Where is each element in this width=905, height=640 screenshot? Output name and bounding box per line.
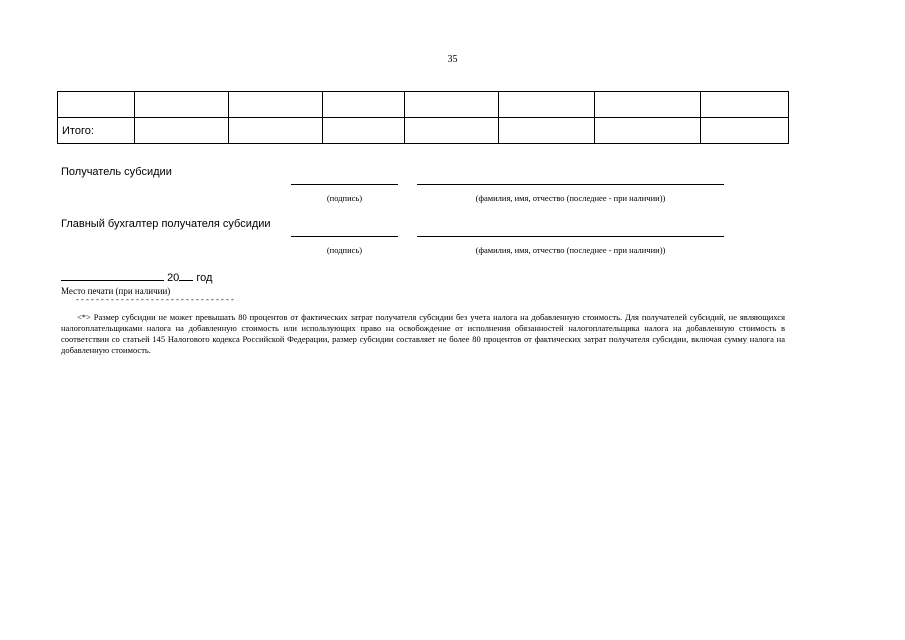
table-cell bbox=[701, 118, 789, 144]
table-cell bbox=[229, 118, 323, 144]
table-cell bbox=[135, 92, 229, 118]
table-cell bbox=[135, 118, 229, 144]
recipient-name-line bbox=[417, 184, 724, 185]
accountant-signature-caption: (подпись) bbox=[326, 245, 363, 255]
date-line bbox=[61, 270, 212, 284]
date-day-month-blank bbox=[61, 270, 164, 281]
footnote: <*> Размер субсидии не может превышать 80 процентов от фактических затрат получателя субсидии без учета налога на добавленную стоимость. Для получателей субсидий, не являющихся налогоплательщиками налога на добавленную стоимость или использующих право на освобождение от исполнения обязанностей налогоплательщика налога на добавленную стоимость в соответствии со статьей 145 Налогового кодекса Российской Федерации, размер субсидии составляет не более 80 процентов от фактических затрат получателя субсидии, включая сумму налога на добавленную стоимость. bbox=[61, 312, 785, 355]
stamp-place: Место печати (при наличии) bbox=[61, 286, 171, 296]
total-label-cell: Итого: bbox=[58, 118, 135, 144]
accountant-label: Главный бухгалтер получателя субсидии bbox=[61, 218, 271, 230]
date-year-suffix: год bbox=[196, 272, 213, 284]
recipient-label: Получатель субсидии bbox=[61, 166, 172, 178]
table-row bbox=[58, 92, 789, 118]
recipient-signature-caption: (подпись) bbox=[326, 193, 363, 203]
footnote-separator: -------------------------------- bbox=[75, 296, 236, 305]
recipient-signature-line bbox=[291, 184, 398, 185]
date-year-prefix: 20 bbox=[167, 272, 180, 284]
accountant-signature-line bbox=[291, 236, 398, 237]
table-cell bbox=[405, 92, 499, 118]
page-number: 35 bbox=[447, 54, 458, 65]
accountant-name-line bbox=[417, 236, 724, 237]
date-year-blank bbox=[179, 270, 193, 281]
recipient-name-caption: (фамилия, имя, отчество (последнее - при наличии)) bbox=[475, 193, 666, 203]
table-cell bbox=[323, 118, 405, 144]
table-row-total bbox=[58, 118, 789, 144]
table-cell bbox=[229, 92, 323, 118]
table-cell bbox=[323, 92, 405, 118]
table-cell bbox=[499, 92, 595, 118]
table-cell bbox=[499, 118, 595, 144]
table-cell bbox=[701, 92, 789, 118]
accountant-name-caption: (фамилия, имя, отчество (последнее - при наличии)) bbox=[475, 245, 666, 255]
table-cell bbox=[405, 118, 499, 144]
table-cell bbox=[595, 92, 701, 118]
table-cell bbox=[595, 118, 701, 144]
summary-table bbox=[57, 91, 789, 144]
table-cell bbox=[58, 92, 135, 118]
